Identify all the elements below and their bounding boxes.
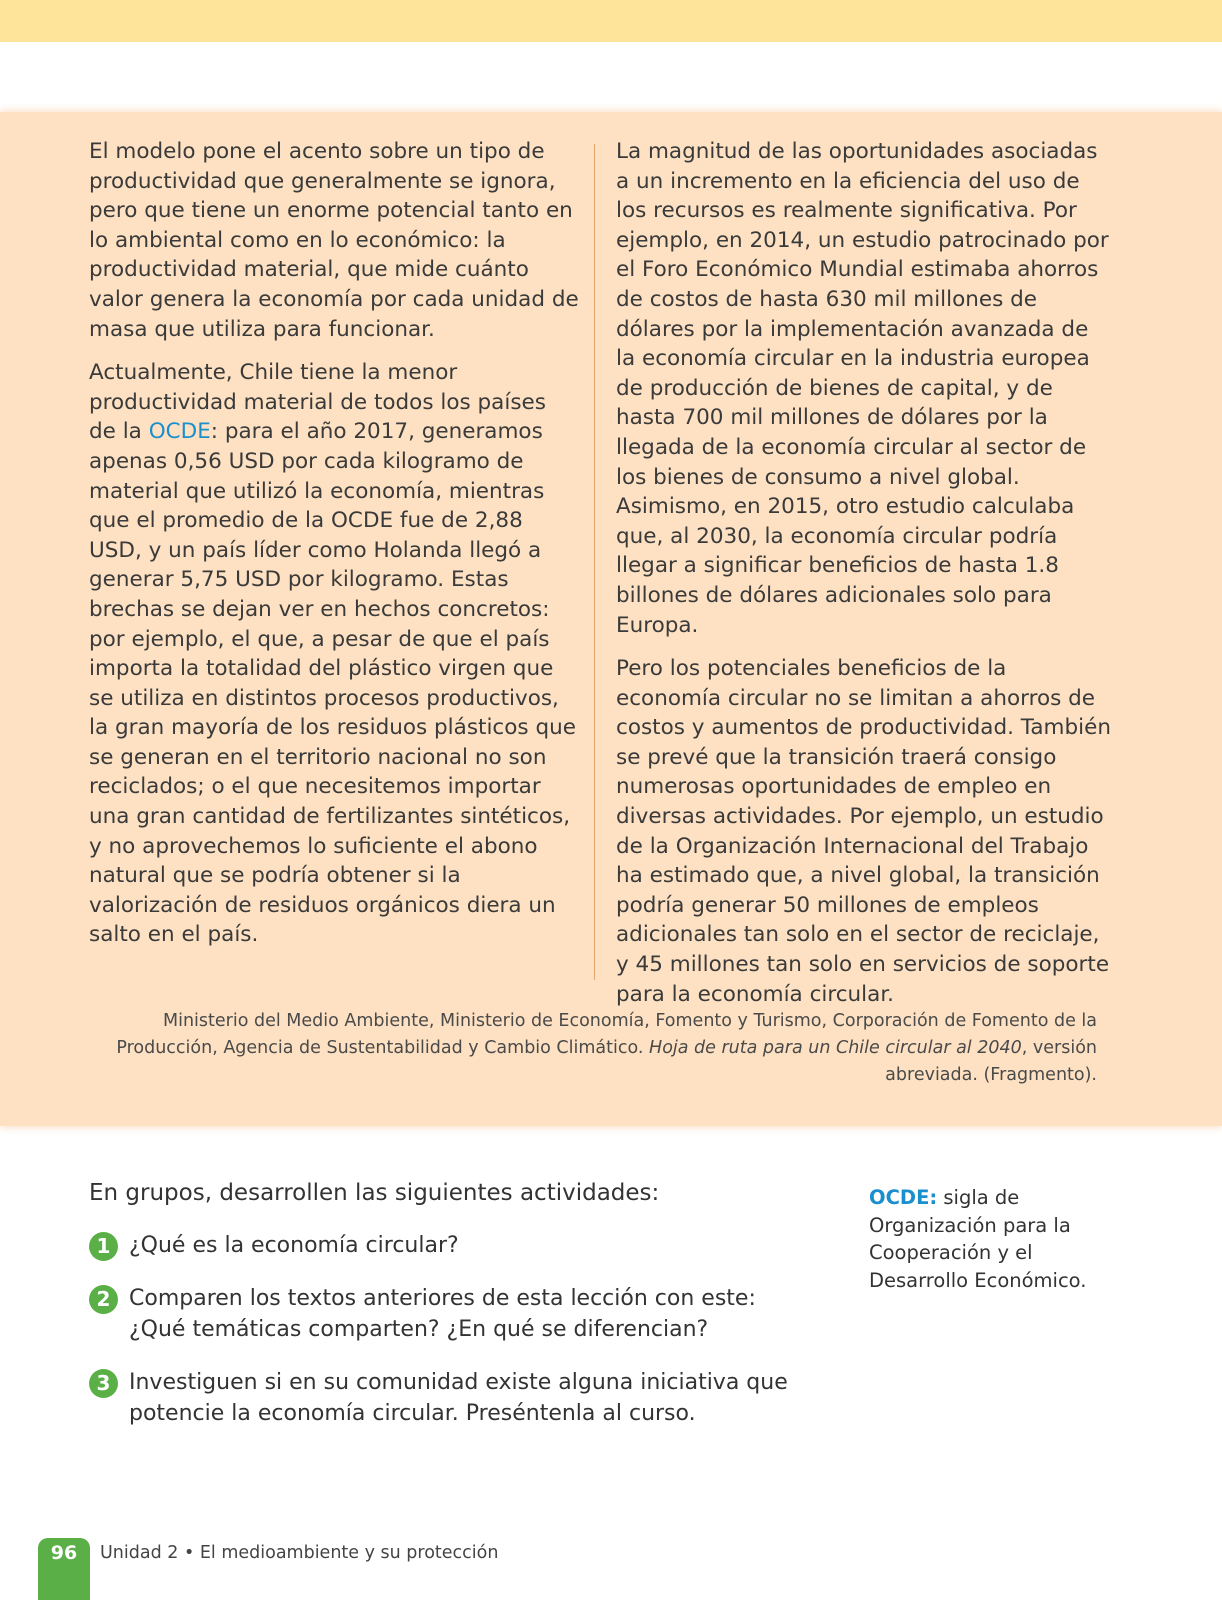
activity-number-badge: 3 xyxy=(89,1369,118,1398)
glossary-term: OCDE: xyxy=(869,1186,938,1209)
activity-number-badge: 1 xyxy=(89,1232,118,1261)
activity-text: Investiguen si en su comunidad existe alguna iniciativa que potencie la economía circular. Preséntenla al curso. xyxy=(129,1370,788,1426)
citation-title: Hoja de ruta para un Chile circular al 2040 xyxy=(649,1038,1022,1058)
unit-footer: Unidad 2 • El medioambiente y su protección xyxy=(100,1543,499,1563)
reading-paragraph: La magnitud de las oportunidades asociadas a un incremento en la eficiencia del uso de los recursos es realmente significativa. Por ejemplo, en 2014, un estudio patrocinado por el Foro Económico Mundial estimaba ahorros de costos de hasta 630 mil millones de dólares por la implementación avanzada de la economía circular en la industria europea de producción de bienes de capital, y de hasta 700 mil millones de dólares por la llegada de la economía circular al sector de los bienes de consumo a nivel global. Asimismo, en 2015, otro estudio calculaba que, al 2030, la economía circular podría llegar a significar beneficios de hasta 1.8 billones de dólares adicionales solo para Europa. xyxy=(616,139,1109,638)
activity-text: ¿Qué es la economía circular? xyxy=(129,1233,459,1258)
activity-item xyxy=(89,1283,789,1345)
source-citation xyxy=(110,1008,1097,1089)
reading-column-right xyxy=(616,137,1112,1009)
activity-text: Comparen los textos anteriores de esta lección con este: ¿Qué temáticas comparten? ¿En qué se diferencian? xyxy=(129,1286,756,1342)
activity-item xyxy=(89,1230,789,1261)
paragraph-text: Actualmente, Chile tiene la menor productividad material de todos los países de la xyxy=(89,360,546,445)
activities-section xyxy=(89,1180,789,1451)
glossary-term-link[interactable]: OCDE xyxy=(148,419,211,445)
citation-authors: Ministerio del Medio Ambiente, Ministerio de Economía, Fomento y Turismo, Corporación de Fomento de la Producción, Agencia de Sustentabilidad y Cambio Climático. xyxy=(116,1011,1097,1058)
top-color-band xyxy=(0,0,1222,42)
glossary-note xyxy=(869,1184,1129,1294)
paragraph-text: : para el año 2017, generamos apenas 0,56 USD por cada kilogramo de material que utilizó la economía, mientras que el promedio de la OCDE fue de 2,88 USD, y un país líder como Holanda llegó a generar 5,75 USD por kilogramo. Estas brechas se dejan ver en hechos concretos: por ejemplo, el que, a pesar de que el país importa la totalidad del plástico virgen que se utiliza en distintos procesos productivos, la gran mayoría de los residuos plásticos que se generan en el territorio nacional no son reciclados; o el que necesitemos importar una gran cantidad de fertilizantes sintéticos, y no aprovechemos lo suficiente el abono natural que se podría obtener si la valorización de residuos orgánicos diera un salto en el país. xyxy=(89,419,576,948)
activity-item xyxy=(89,1367,789,1429)
reading-column-left xyxy=(89,137,579,950)
citation-rest: , versión abreviada. (Fragmento). xyxy=(885,1038,1097,1085)
reading-paragraph xyxy=(89,358,579,950)
glossary-definition: sigla de Organización para la Cooperación y el Desarrollo Económico. xyxy=(869,1186,1087,1292)
reading-paragraph: El modelo pone el acento sobre un tipo de productividad que generalmente se ignora, pero que tiene un enorme potencial tanto en lo ambiental como en lo económico: la productividad material, que mide cuánto valor genera la economía por cada unidad de masa que utiliza para funcionar. xyxy=(89,139,579,342)
activities-intro: En grupos, desarrollen las siguientes actividades: xyxy=(89,1180,660,1206)
activity-number-badge: 2 xyxy=(89,1285,118,1314)
column-divider xyxy=(594,144,595,980)
reading-paragraph: Pero los potenciales beneficios de la economía circular no se limitan a ahorros de costos y aumentos de productividad. También se prevé que la transición traerá consigo numerosas oportunidades de empleo en diversas actividades. Por ejemplo, un estudio de la Organización Internacional del Trabajo ha estimado que, a nivel global, la transición podría generar 50 millones de empleos adicionales tan solo en el sector de reciclaje, y 45 millones tan solo en servicios de soporte para la economía circular. xyxy=(616,656,1111,1007)
page-number: 96 xyxy=(50,1542,78,1564)
